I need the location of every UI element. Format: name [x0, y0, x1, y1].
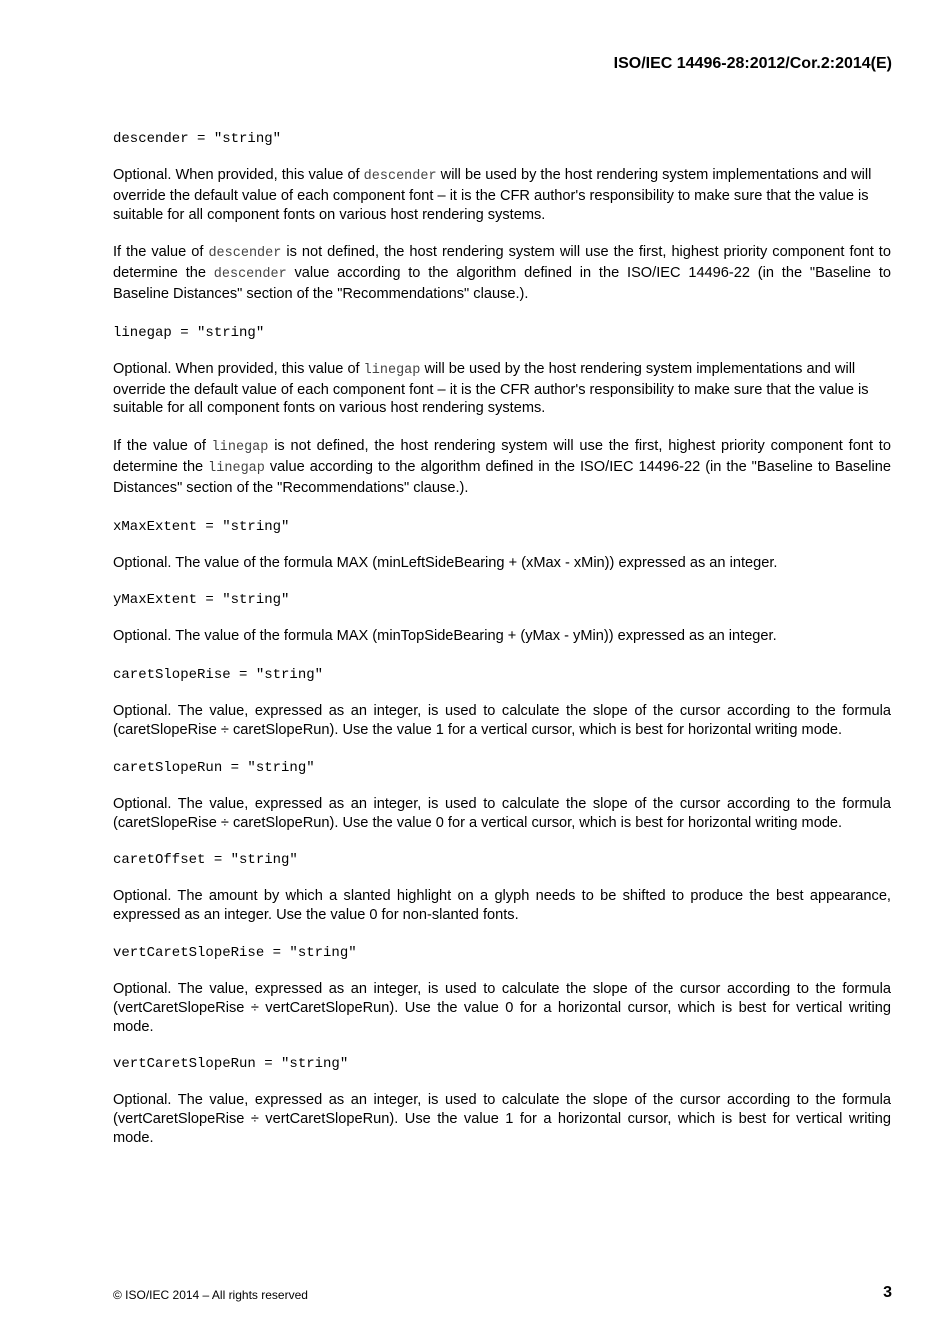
- xmaxextent-declaration: xMaxExtent = "string": [113, 518, 290, 535]
- text-run: If the value of: [113, 244, 209, 261]
- text-run: is not defined, the host rendering system will use the first, highest priority component font to determine the: [113, 438, 891, 475]
- text-run: value according to the algorithm defined in the ISO/IEC 14496-22 (in the "Baseline to Baseline Distances" section of the "Recommendations" clause.).: [113, 458, 891, 496]
- code-term: descender: [213, 267, 287, 283]
- descender-fallback-description: [113, 243, 891, 303]
- ymaxextent-description: Optional. The value of the formula MAX (minTopSideBearing + (yMax - yMin)) expressed as an integer.: [113, 628, 777, 645]
- code-term: descender: [363, 169, 437, 184]
- code-term: descender: [208, 246, 282, 262]
- caretsloperun-description: Optional. The value, expressed as an integer, is used to calculate the slope of the cursor according to the formula (caretSlopeRise ÷ caretSlopeRun). Use the value 0 for a vertical cursor, which is best for horizontal writing mode.: [113, 795, 891, 831]
- vertcaretsloperun-description: Optional. The value, expressed as an integer, is used to calculate the slope of the cursor according to the formula (vertCaretSlopeRise ÷ vertCaretSlopeRun). Use the value 1 for a horizontal cursor, which is best for vertical writing mode.: [113, 1092, 891, 1146]
- vertcaretsloperise-declaration: vertCaretSlopeRise = "string": [113, 944, 357, 961]
- caretsloperise-declaration: caretSlopeRise = "string": [113, 667, 324, 684]
- ymaxextent-declaration: yMaxExtent = "string": [113, 592, 290, 609]
- vertcaretsloperise-description: Optional. The value, expressed as an integer, is used to calculate the slope of the cursor according to the formula (vertCaretSlopeRise ÷ vertCaretSlopeRun). Use the value 0 for a horizontal cursor, which is best for vertical writing mode.: [113, 980, 891, 1035]
- text-run: Optional. When provided, this value of: [113, 167, 364, 183]
- code-term: linegap: [208, 460, 265, 476]
- caretoffset-declaration: caretOffset = "string": [113, 852, 298, 869]
- descender-description: [113, 166, 891, 224]
- caretsloperise-description: Optional. The value, expressed as an integer, is used to calculate the slope of the cursor according to the formula (caretSlopeRise ÷ caretSlopeRun). Use the value 1 for a vertical cursor, which is best for horizontal writing mode.: [113, 703, 891, 738]
- descender-declaration: descender = "string": [113, 131, 282, 147]
- text-run: will be used by the host rendering system implementations and will override the default value of each component font – it is the CFR author's responsibility to make sure that the value is suitable for all component fonts on various host rendering systems.: [113, 360, 869, 417]
- linegap-fallback-description: [113, 437, 891, 497]
- linegap-declaration: linegap = "string": [113, 324, 265, 341]
- page-number: 3: [883, 1284, 892, 1301]
- code-term: linegap: [211, 440, 269, 456]
- document-header-id: ISO/IEC 14496-28:2012/Cor.2:2014(E): [613, 55, 892, 72]
- caretsloperun-declaration: caretSlopeRun = "string": [113, 759, 315, 776]
- caretoffset-description: Optional. The amount by which a slanted highlight on a glyph needs to be shifted to produce the best appearance, expressed as an integer. Use the value 0 for non-slanted fonts.: [113, 888, 891, 924]
- copyright-notice: © ISO/IEC 2014 – All rights reserved: [113, 1288, 308, 1302]
- vertcaretsloperun-declaration: vertCaretSlopeRun = "string": [113, 1056, 349, 1073]
- text-run: Optional. When provided, this value of: [113, 360, 364, 377]
- text-run: value according to the algorithm defined in the ISO/IEC 14496-22 (in the "Baseline to Baseline Distances" section of the "Recommendations" clause.).: [113, 265, 892, 302]
- linegap-description: [113, 360, 891, 418]
- code-term: linegap: [363, 362, 421, 378]
- xmaxextent-description: Optional. The value of the formula MAX (minLeftSideBearing + (xMax - xMin)) expressed as an integer.: [113, 554, 778, 571]
- text-run: is not defined, the host rendering system will use the first, highest priority component font to determine the: [113, 244, 891, 282]
- text-run: If the value of: [113, 438, 212, 455]
- text-run: will be used by the host rendering system implementations and will override the default value of each component font – it is the CFR author's responsibility to make sure that the value is suitable for all component fonts on various host rendering systems.: [113, 167, 872, 223]
- document-body: [113, 130, 891, 1167]
